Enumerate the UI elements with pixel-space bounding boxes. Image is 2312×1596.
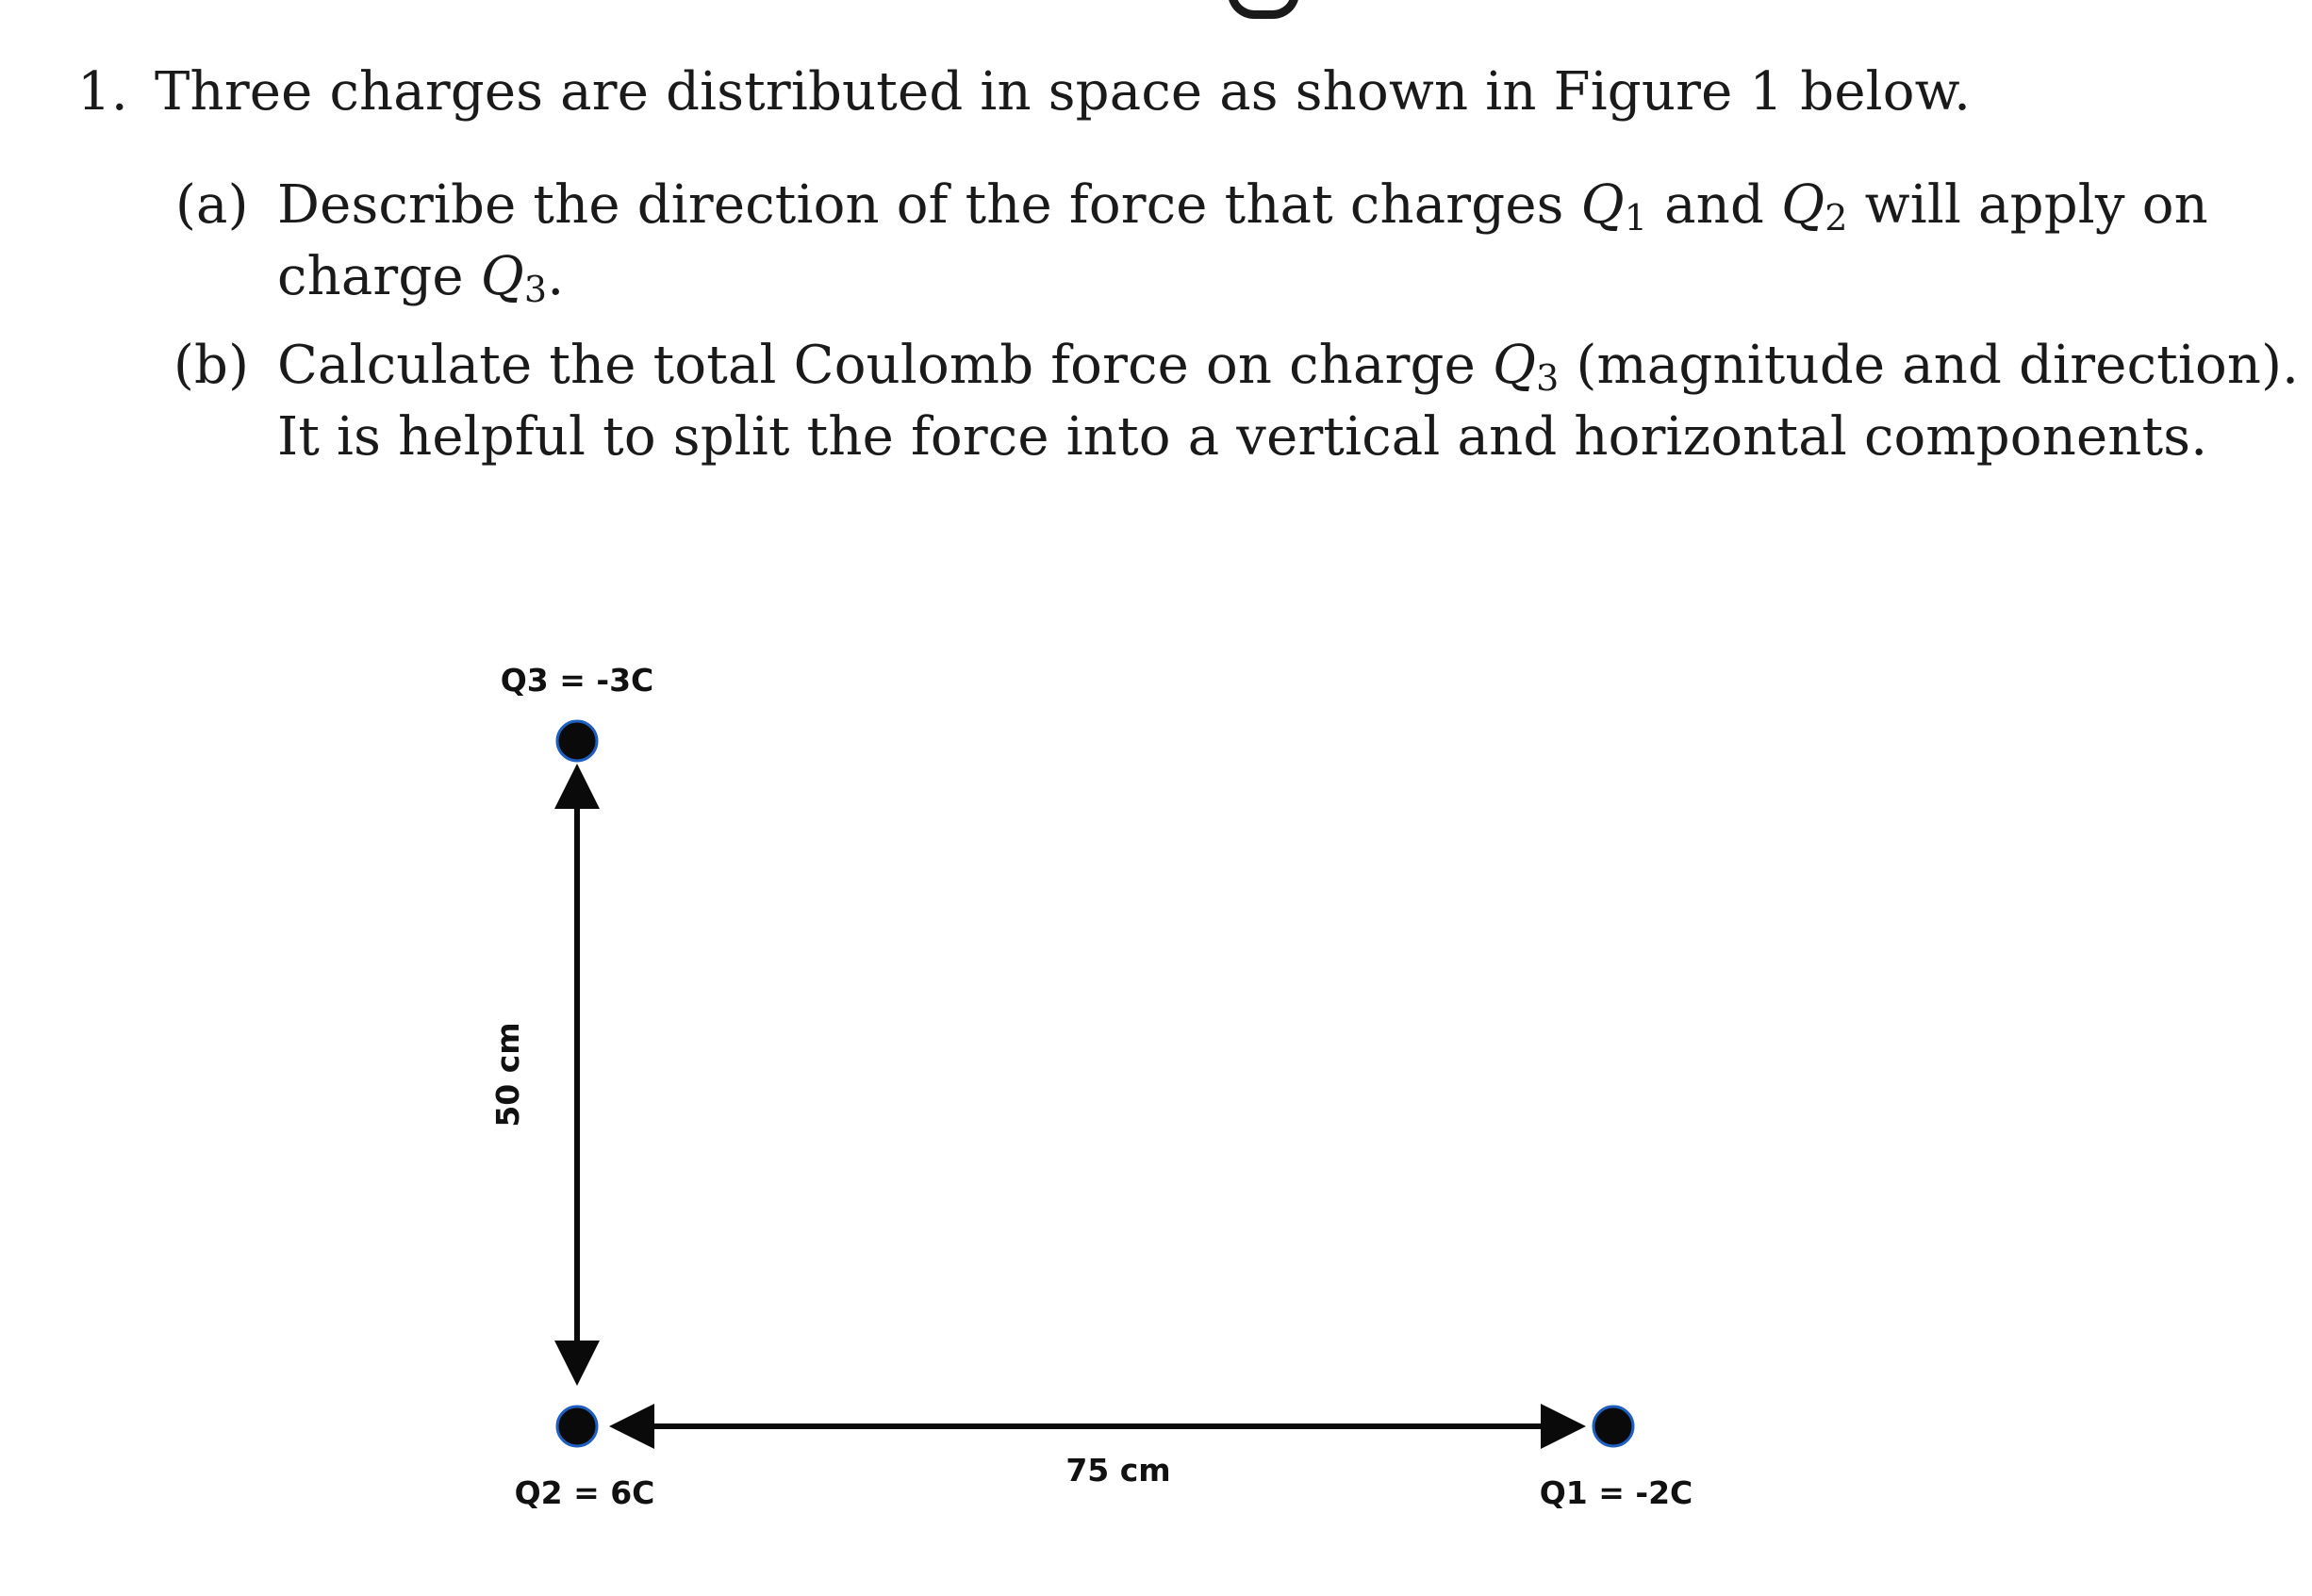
part-b-line1-pre: Calculate the total Coulomb force on charge xyxy=(277,335,1476,396)
vertical-distance-label: 50 cm xyxy=(489,1022,526,1127)
symbol-q3-letter: Q xyxy=(480,246,524,307)
part-a-line1-post: will apply on xyxy=(1864,174,2208,236)
part-b-line1-post: (magnitude and direction). xyxy=(1576,335,2300,396)
part-a-and: and xyxy=(1664,174,1765,236)
part-b-line-2: It is helpful to split the force into a vertical and horizontal components. xyxy=(277,406,2208,468)
q2-label: Q2 = 6C xyxy=(514,1474,655,1511)
charge-q2-dot xyxy=(557,1407,597,1446)
part-a-line2-pre: charge xyxy=(277,246,464,307)
part-a-line2-post: . xyxy=(547,246,565,307)
q3-label: Q3 = -3C xyxy=(500,662,654,699)
symbol-q3-subscript: 3 xyxy=(523,269,548,310)
horizontal-distance-label: 75 cm xyxy=(1065,1452,1171,1489)
q1-label: Q1 = -2C xyxy=(1539,1474,1693,1511)
symbol-q2-subscript: 2 xyxy=(1825,197,1848,239)
part-b-label: (b) xyxy=(173,335,250,396)
question-stem: Three charges are distributed in space as shown in Figure 1 below. xyxy=(155,61,1972,123)
question-number: 1. xyxy=(77,61,128,123)
symbol-q1-letter: Q xyxy=(1580,174,1625,236)
charge-q3-dot xyxy=(557,721,597,761)
symbol-q3-b-subscript: 3 xyxy=(1536,357,1560,399)
part-a-label: (a) xyxy=(175,174,249,236)
symbol-q3-b-letter: Q xyxy=(1492,335,1537,396)
symbol-q1-subscript: 1 xyxy=(1624,197,1648,239)
part-a-line1-pre: Describe the direction of the force that charges xyxy=(277,174,1564,236)
symbol-q2-letter: Q xyxy=(1781,174,1825,236)
charge-q1-dot xyxy=(1594,1407,1633,1446)
